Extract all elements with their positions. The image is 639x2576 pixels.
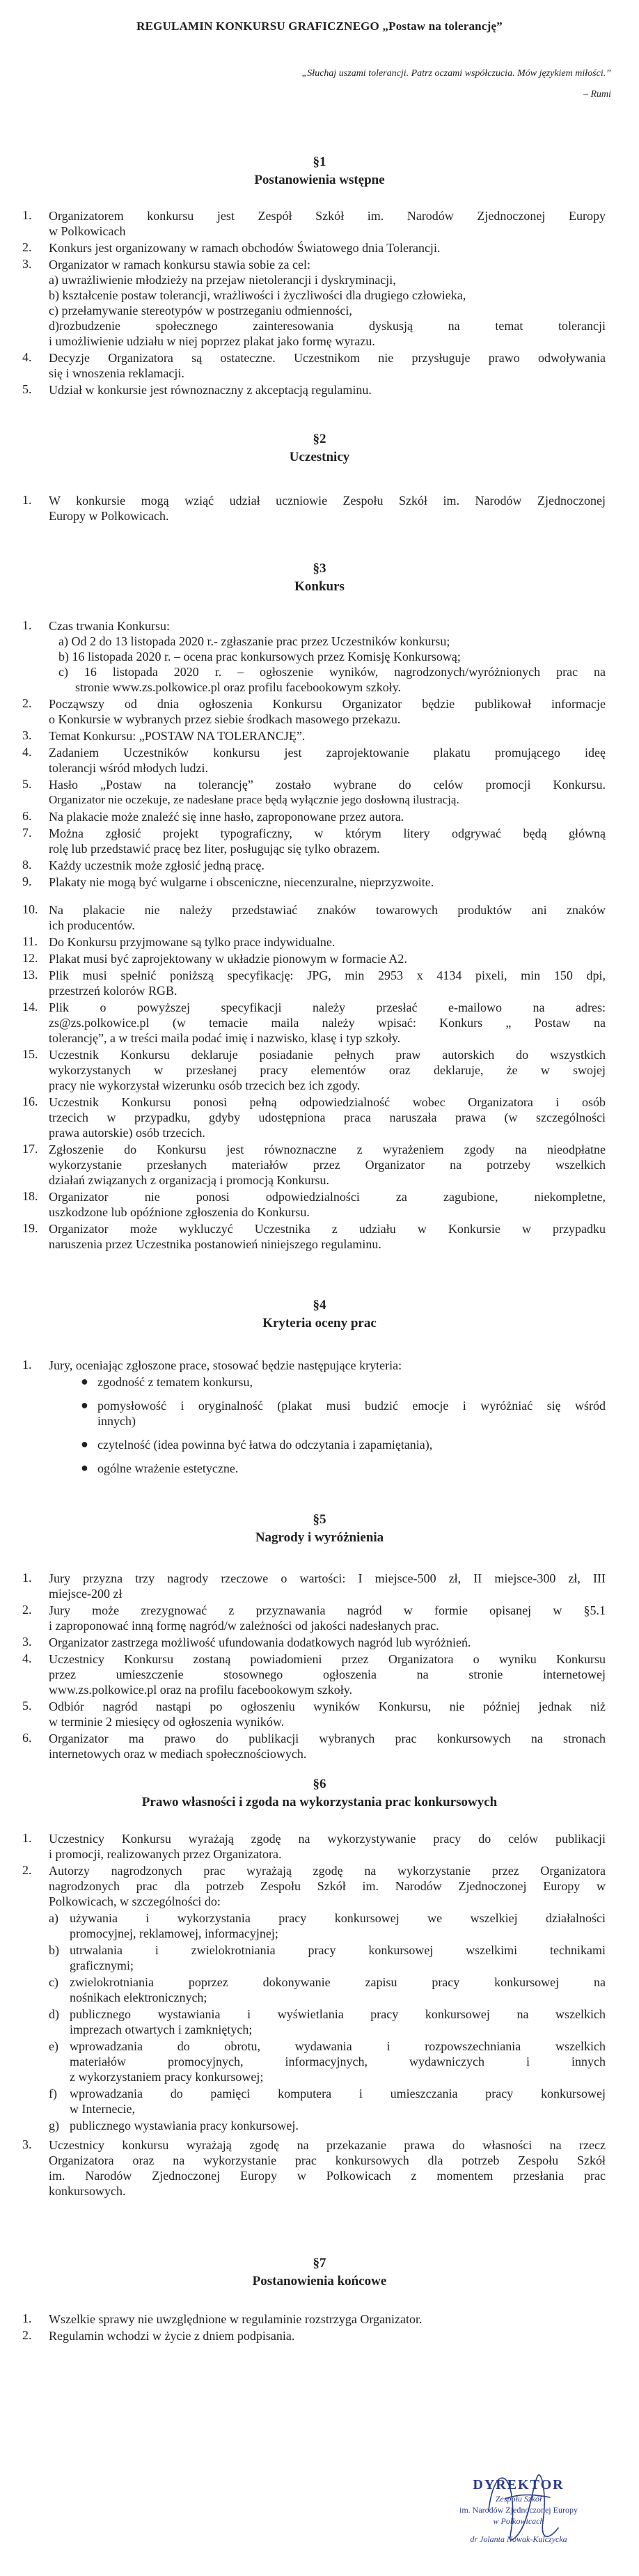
- list-number: 16.: [22, 1094, 38, 1108]
- list-number: 13.: [22, 968, 38, 982]
- list-item: c) przełamywanie stereotypów w postrzeganiu odmienności,: [49, 304, 352, 317]
- list-item: Zgłoszenie do Konkursu jest równoznaczne z wyrażeniem zgody na nieodpłatne: [49, 1142, 606, 1156]
- bullet-icon: ●: [81, 1461, 88, 1475]
- list-number: 3.: [22, 728, 32, 742]
- list-number: 4.: [22, 1651, 32, 1665]
- director-stamp: [445, 2461, 592, 2559]
- list-item: z wykorzystaniem pracy konkursowej;: [70, 2070, 264, 2084]
- bullet-icon: ●: [81, 1398, 88, 1412]
- list-item: pracy nie wykorzystał wizerunku osób trzecich bez ich zgody.: [49, 1078, 361, 1092]
- list-number: 3.: [22, 257, 32, 271]
- section-3-number: §3: [313, 561, 326, 576]
- list-item: Plik musi spełnić poniższą specyfikację: JPG, min 2953 x 4134 pixeli, min 150 dpi,: [49, 968, 606, 982]
- list-number: 3.: [22, 1635, 32, 1649]
- section-6-number: §6: [313, 1777, 326, 1791]
- section-1-title: Postanowienia wstępne: [254, 173, 385, 187]
- list-number: 11.: [22, 934, 38, 948]
- list-item: Organizator zastrzega możliwość ufundowania dodatkowych nagród lub wyróżnień.: [49, 1635, 471, 1649]
- motto-author: – Rumi: [583, 89, 611, 100]
- list-number: 19.: [22, 1221, 38, 1235]
- list-number: 1.: [22, 1571, 32, 1585]
- list-number: 2.: [22, 1603, 32, 1617]
- bullet-icon: ●: [81, 1437, 88, 1451]
- list-item: Autorzy nagrodzonych prac wyrażają zgodę na wykorzystanie przez Organizatora: [49, 1864, 606, 1878]
- list-letter: f): [49, 2087, 57, 2100]
- list-item: Zadaniem Uczestników konkursu jest zaprojektowanie plakatu promującego ideę: [49, 746, 606, 760]
- list-letter: a): [49, 1911, 58, 1925]
- list-item: Uczestnik Konkursu ponosi pełną odpowiedzialność wobec Organizatora i osób: [49, 1095, 606, 1109]
- list-item: ogólne wrażenie estetyczne.: [97, 1461, 239, 1475]
- list-item: zwielokrotniania poprzez dokonywanie zapisu pracy konkursowej na: [70, 1975, 606, 1989]
- list-item: o Konkursie w wybranych przez siebie środkach masowego przekazu.: [49, 712, 401, 726]
- document-title: REGULAMIN KONKURSU GRAFICZNEGO „Postaw na tolerancję”: [136, 19, 503, 33]
- list-item: Odbiór nagród nastąpi po ogłoszeniu wyników Konkursu, nie później jednak niż: [49, 1699, 606, 1713]
- list-item: d)rozbudzenie społecznego zainteresowania dyskusją na temat tolerancji: [49, 319, 606, 333]
- list-item: używania i wykorzystania pracy konkursowej we wszelkiej działalności: [70, 1911, 606, 1925]
- list-item: b) 16 listopada 2020 r. – ocena prac konkursowych przez Komisję Konkursową;: [58, 650, 461, 663]
- list-item: uszkodzone lub opóźnione zgłoszenia do Konkursu.: [49, 1205, 310, 1219]
- list-item: tolerancję”, a w treści maila podać imię i nazwisko, klasę i typ szkoły.: [49, 1031, 401, 1045]
- list-number: 9.: [22, 874, 32, 888]
- list-item: Na plakacie może znaleźć się inne hasło, zaproponowane przez autora.: [49, 810, 404, 824]
- list-item: rolę lub przedstawić pracę bez liter, posługując się tylko obrazem.: [49, 842, 380, 856]
- list-item: Uczestnicy Konkursu zostaną powiadomieni przez Organizatora o wyniku Konkursu: [49, 1652, 606, 1666]
- section-3-title: Konkurs: [294, 579, 345, 594]
- section-5-number: §5: [313, 1512, 326, 1527]
- list-item: Organizatorem konkursu jest Zespół Szkół im. Narodów Zjednoczonej Europy: [49, 209, 606, 223]
- list-item: Hasło „Postaw na tolerancję” zostało wybrane do celów promocji Konkursu.: [49, 778, 606, 792]
- list-item: nośnikach elektronicznych;: [70, 1990, 207, 2004]
- list-item: Polkowicach, w szczególności do:: [49, 1894, 221, 1908]
- list-letter: d): [49, 2007, 59, 2021]
- list-item: miejsce-200 zł: [49, 1587, 123, 1601]
- list-item: Europy w Polkowicach.: [49, 509, 169, 523]
- list-item: internetowych oraz w mediach społecznościowych.: [49, 1747, 307, 1761]
- list-item: Do Konkursu przyjmowane są tylko prace indywidualne.: [49, 935, 336, 949]
- list-item: zgodność z tematem konkursu,: [97, 1375, 253, 1389]
- stamp-line-3: w Polkowicach: [493, 2516, 544, 2526]
- list-letter: c): [49, 1975, 58, 1989]
- list-item: wykorzystanych w przesłanej pracy elementów oraz deklaruje, że w swojej: [49, 1063, 606, 1077]
- list-item: i promocji, realizowanych przez Organizatora.: [49, 1847, 282, 1861]
- list-item: w Internecie,: [70, 2102, 135, 2116]
- list-item: Wszelkie sprawy nie uwzględnione w regulaminie rozstrzyga Organizator.: [49, 2312, 423, 2326]
- stamp-title: DYREKTOR: [473, 2477, 565, 2492]
- list-number: 3.: [22, 2137, 32, 2151]
- list-item: Plakaty nie mogą być wulgarne i obsceniczne, niecenzuralne, nieprzyzwoite.: [49, 875, 434, 889]
- list-number: 4.: [22, 745, 32, 759]
- list-item: Na plakacie nie należy przedstawiać znaków towarowych produktów ani znaków: [49, 903, 606, 917]
- list-item: pomysłowość i oryginalność (plakat musi budzić emocje i wyróżniać się wśród: [97, 1399, 606, 1413]
- list-number: 17.: [22, 1142, 38, 1156]
- list-number: 1.: [22, 493, 32, 507]
- list-number: 4.: [22, 350, 32, 364]
- list-item: wprowadzania do pamięci komputera i umieszczania pracy konkursowej: [70, 2087, 606, 2100]
- list-item: i zaproponować inną formę nagród/w zależności od jakości nadesłanych prac.: [49, 1619, 439, 1633]
- list-letter: b): [49, 1943, 59, 1957]
- list-item: Jury może zrezygnować z przyznawania nagród w formie opisanej w §5.1: [49, 1603, 606, 1617]
- list-item: Decyzje Organizatora są ostateczne. Uczestnikom nie przysługuje prawo odwoływania: [49, 351, 606, 365]
- list-item: Temat Konkursu: „POSTAW NA TOLERANCJĘ”.: [49, 729, 306, 743]
- list-item: imprezach otwartych i zamkniętych;: [70, 2023, 253, 2036]
- list-item: b) kształcenie postaw tolerancji, wrażliwości i życzliwości dla drugiego człowieka,: [49, 288, 466, 302]
- list-number: 2.: [22, 696, 32, 710]
- list-item: naruszenia przez Uczestnika postanowień niniejszego regulaminu.: [49, 1237, 381, 1251]
- list-item: Czas trwania Konkursu:: [49, 619, 170, 633]
- list-item: Organizator ma prawo do publikacji wybranych prac konkursowych na stronach: [49, 1731, 606, 1745]
- list-item: publicznego wystawiania i wyświetlania pracy konkursowej na wszelkich: [70, 2007, 606, 2021]
- stamp-name: dr Jolanta Nowak-Kulczycka: [470, 2534, 567, 2544]
- motto-quote: „Słuchaj uszami tolerancji. Patrz oczami współczucia. Mów językiem miłości.”: [301, 68, 611, 79]
- bullet-icon: ●: [81, 1374, 88, 1388]
- list-letter: g): [49, 2119, 59, 2133]
- list-number: 5.: [22, 1699, 32, 1713]
- list-number: 10.: [22, 902, 38, 916]
- section-2-number: §2: [313, 432, 326, 446]
- list-number: 2.: [22, 1863, 32, 1877]
- list-number: 5.: [22, 777, 32, 791]
- stamp-line-2: im. Narodów Zjednoczonej Europy: [459, 2505, 578, 2515]
- list-item: Począwszy od dnia ogłoszenia Konkursu Organizator będzie publikował informacje: [49, 697, 606, 711]
- section-7-title: Postanowienia końcowe: [252, 2274, 387, 2288]
- list-item: Jury, oceniając zgłoszone prace, stosować będzie następujące kryteria:: [49, 1358, 402, 1372]
- list-number: 1.: [22, 2311, 32, 2325]
- list-number: 1.: [22, 1831, 32, 1845]
- list-number: 5.: [22, 382, 32, 396]
- website-link[interactable]: www.zs.polkowice.pl oraz na profilu facebookowym szkoły.: [49, 1683, 353, 1697]
- list-item: Organizatora oraz na wykorzystanie prac konkursowych dla potrzeb Zespołu Szkół: [49, 2153, 606, 2167]
- list-item: a) Od 2 do 13 listopada 2020 r.- zgłaszanie prac przez Uczestników konkursu;: [58, 634, 450, 648]
- section-6-title: Prawo własności i zgoda na wykorzystania prac konkursowych: [141, 1795, 498, 1809]
- list-item: czytelność (idea powinna być łatwa do odczytania i zapamiętania),: [97, 1438, 433, 1452]
- list-number: 7.: [22, 826, 32, 840]
- section-2-title: Uczestnicy: [289, 450, 350, 464]
- section-4-number: §4: [313, 1298, 326, 1312]
- list-item: stronie www.zs.polkowice.pl oraz profilu facebookowym szkoły.: [75, 680, 402, 694]
- list-item: materiałów promocyjnych, informacyjnych, wydawniczych i innych: [70, 2055, 606, 2068]
- list-item: utrwalania i zwielokrotniania pracy konkursowej wszelkimi technikami: [70, 1943, 606, 1957]
- list-item: się i wnoszenia reklamacji.: [49, 366, 184, 380]
- list-item: Konkurs jest organizowany w ramach obchodów Światowego dnia Tolerancji.: [49, 241, 441, 255]
- list-item: a) uwrażliwienie młodzieży na przejaw nietolerancji i dyskryminacji,: [49, 273, 396, 287]
- list-number: 1.: [22, 208, 32, 222]
- list-item: Regulamin wchodzi w życie z dniem podpisania.: [49, 2329, 295, 2343]
- section-7-number: §7: [313, 2256, 326, 2270]
- list-item: Organizator może wykluczyć Uczestnika z udziału w Konkursie w przypadku: [49, 1222, 606, 1236]
- list-item: Organizator w ramach konkursu stawia sobie za cel:: [49, 258, 311, 272]
- list-item: nagrodzonych prac dla potrzeb Zespołu Szkół im. Narodów Zjednoczonej Europy w: [49, 1879, 606, 1893]
- list-item: trzecich w przypadku, gdyby udostępniona praca naruszała prawa (w szczególności: [49, 1110, 606, 1124]
- list-number: 6.: [22, 809, 32, 823]
- list-item: Jury przyzna trzy nagrody rzeczowe o wartości: I miejsce-500 zł, II miejsce-300 zł, III: [49, 1571, 606, 1585]
- list-item: w terminie 2 miesięcy od ogłoszenia wyników.: [49, 1715, 285, 1729]
- list-number: 1.: [22, 618, 32, 632]
- list-item: graficznymi;: [70, 1958, 134, 1972]
- list-item: Uczestnik Konkursu deklaruje posiadanie pełnych praw autorskich do wszystkich: [49, 1048, 606, 1062]
- list-number: 2.: [22, 2328, 32, 2342]
- list-letter: e): [49, 2039, 58, 2053]
- list-number: 12.: [22, 951, 38, 965]
- list-item: innych): [97, 1414, 136, 1428]
- list-number: 18.: [22, 1189, 38, 1203]
- list-item: wprowadzania do obrotu, wydawania i rozpowszechniania wszelkich: [70, 2039, 606, 2053]
- list-item: wykorzystanie przesłanych materiałów przez Organizator na potrzeby wszelkich: [49, 1158, 606, 1172]
- list-item: Organizator nie oczekuje, ze nadesłane prace będą wyłącznie jego dosłowną ilustracją.: [49, 793, 459, 806]
- list-item: działań związanych z organizacją i promocją Konkursu.: [49, 1173, 329, 1187]
- list-item: Uczestnicy Konkursu wyrażają zgodę na wykorzystywanie pracy do celów publikacji: [49, 1832, 606, 1846]
- list-item: Organizator nie ponosi odpowiedzialności za zagubione, niekompletne,: [49, 1190, 606, 1204]
- email-link[interactable]: zs@zs.polkowice.pl (w temacie maila należy wpisać: Konkurs „ Postaw na: [49, 1016, 606, 1030]
- list-number: 14.: [22, 1000, 38, 1014]
- list-item: Udział w konkursie jest równoznaczny z akceptacją regulaminu.: [49, 383, 372, 397]
- list-item: przez umieszczenie stosownego ogłoszenia na stronie internetowej: [49, 1667, 606, 1681]
- section-1-number: §1: [313, 155, 326, 169]
- list-item: tolerancji wśród młodych ludzi.: [49, 761, 208, 775]
- list-item: prawa autorskie) osób trzecich.: [49, 1126, 205, 1140]
- list-number: 2.: [22, 240, 32, 254]
- section-4-title: Kryteria oceny prac: [262, 1316, 377, 1330]
- list-item: promocyjnej, reklamowej, informacyjnej;: [70, 1926, 278, 1940]
- list-item: ich producentów.: [49, 918, 135, 932]
- list-item: W konkursie mogą wziąć udział uczniowie Zespołu Szkół im. Narodów Zjednoczonej: [49, 494, 606, 508]
- list-item: Plik o powyższej specyfikacji należy przesłać e-mailowo na adres:: [49, 1000, 606, 1014]
- list-item: Każdy uczestnik może zgłosić jedną pracę.: [49, 858, 265, 872]
- list-item: im. Narodów Zjednoczonej Europy w Polkowicach z momentem przesłania prac: [49, 2169, 606, 2183]
- list-item: konkursowych.: [49, 2184, 126, 2198]
- list-item: Plakat musi być zaprojektowany w układzie pionowym w formacie A2.: [49, 952, 407, 966]
- list-number: 8.: [22, 858, 32, 872]
- list-number: 1.: [22, 1358, 32, 1372]
- section-5-title: Nagrody i wyróżnienia: [255, 1530, 384, 1545]
- list-item: przestrzeń kolorów RGB.: [49, 984, 178, 998]
- stamp-line-1: Zespołu Szkół: [495, 2494, 542, 2504]
- list-number: 15.: [22, 1047, 38, 1061]
- list-item: Uczestnicy konkursu wyrażają zgodę na przekazanie prawa do własności na rzecz: [49, 2138, 606, 2152]
- list-item: c) 16 listopada 2020 r. – ogłoszenie wyników, nagrodzonych/wyróżnionych prac na: [58, 665, 606, 679]
- list-item: w Polkowicach: [49, 224, 126, 238]
- list-item: i umożliwienie udziału w niej poprzez plakat jako formę wyrazu.: [49, 334, 375, 348]
- list-item: Można zgłosić projekt typograficzny, w którym litery odgrywać będą główną: [49, 826, 606, 840]
- list-item: publicznego wystawiania pracy konkursowej.: [70, 2119, 299, 2133]
- list-number: 6.: [22, 1731, 32, 1745]
